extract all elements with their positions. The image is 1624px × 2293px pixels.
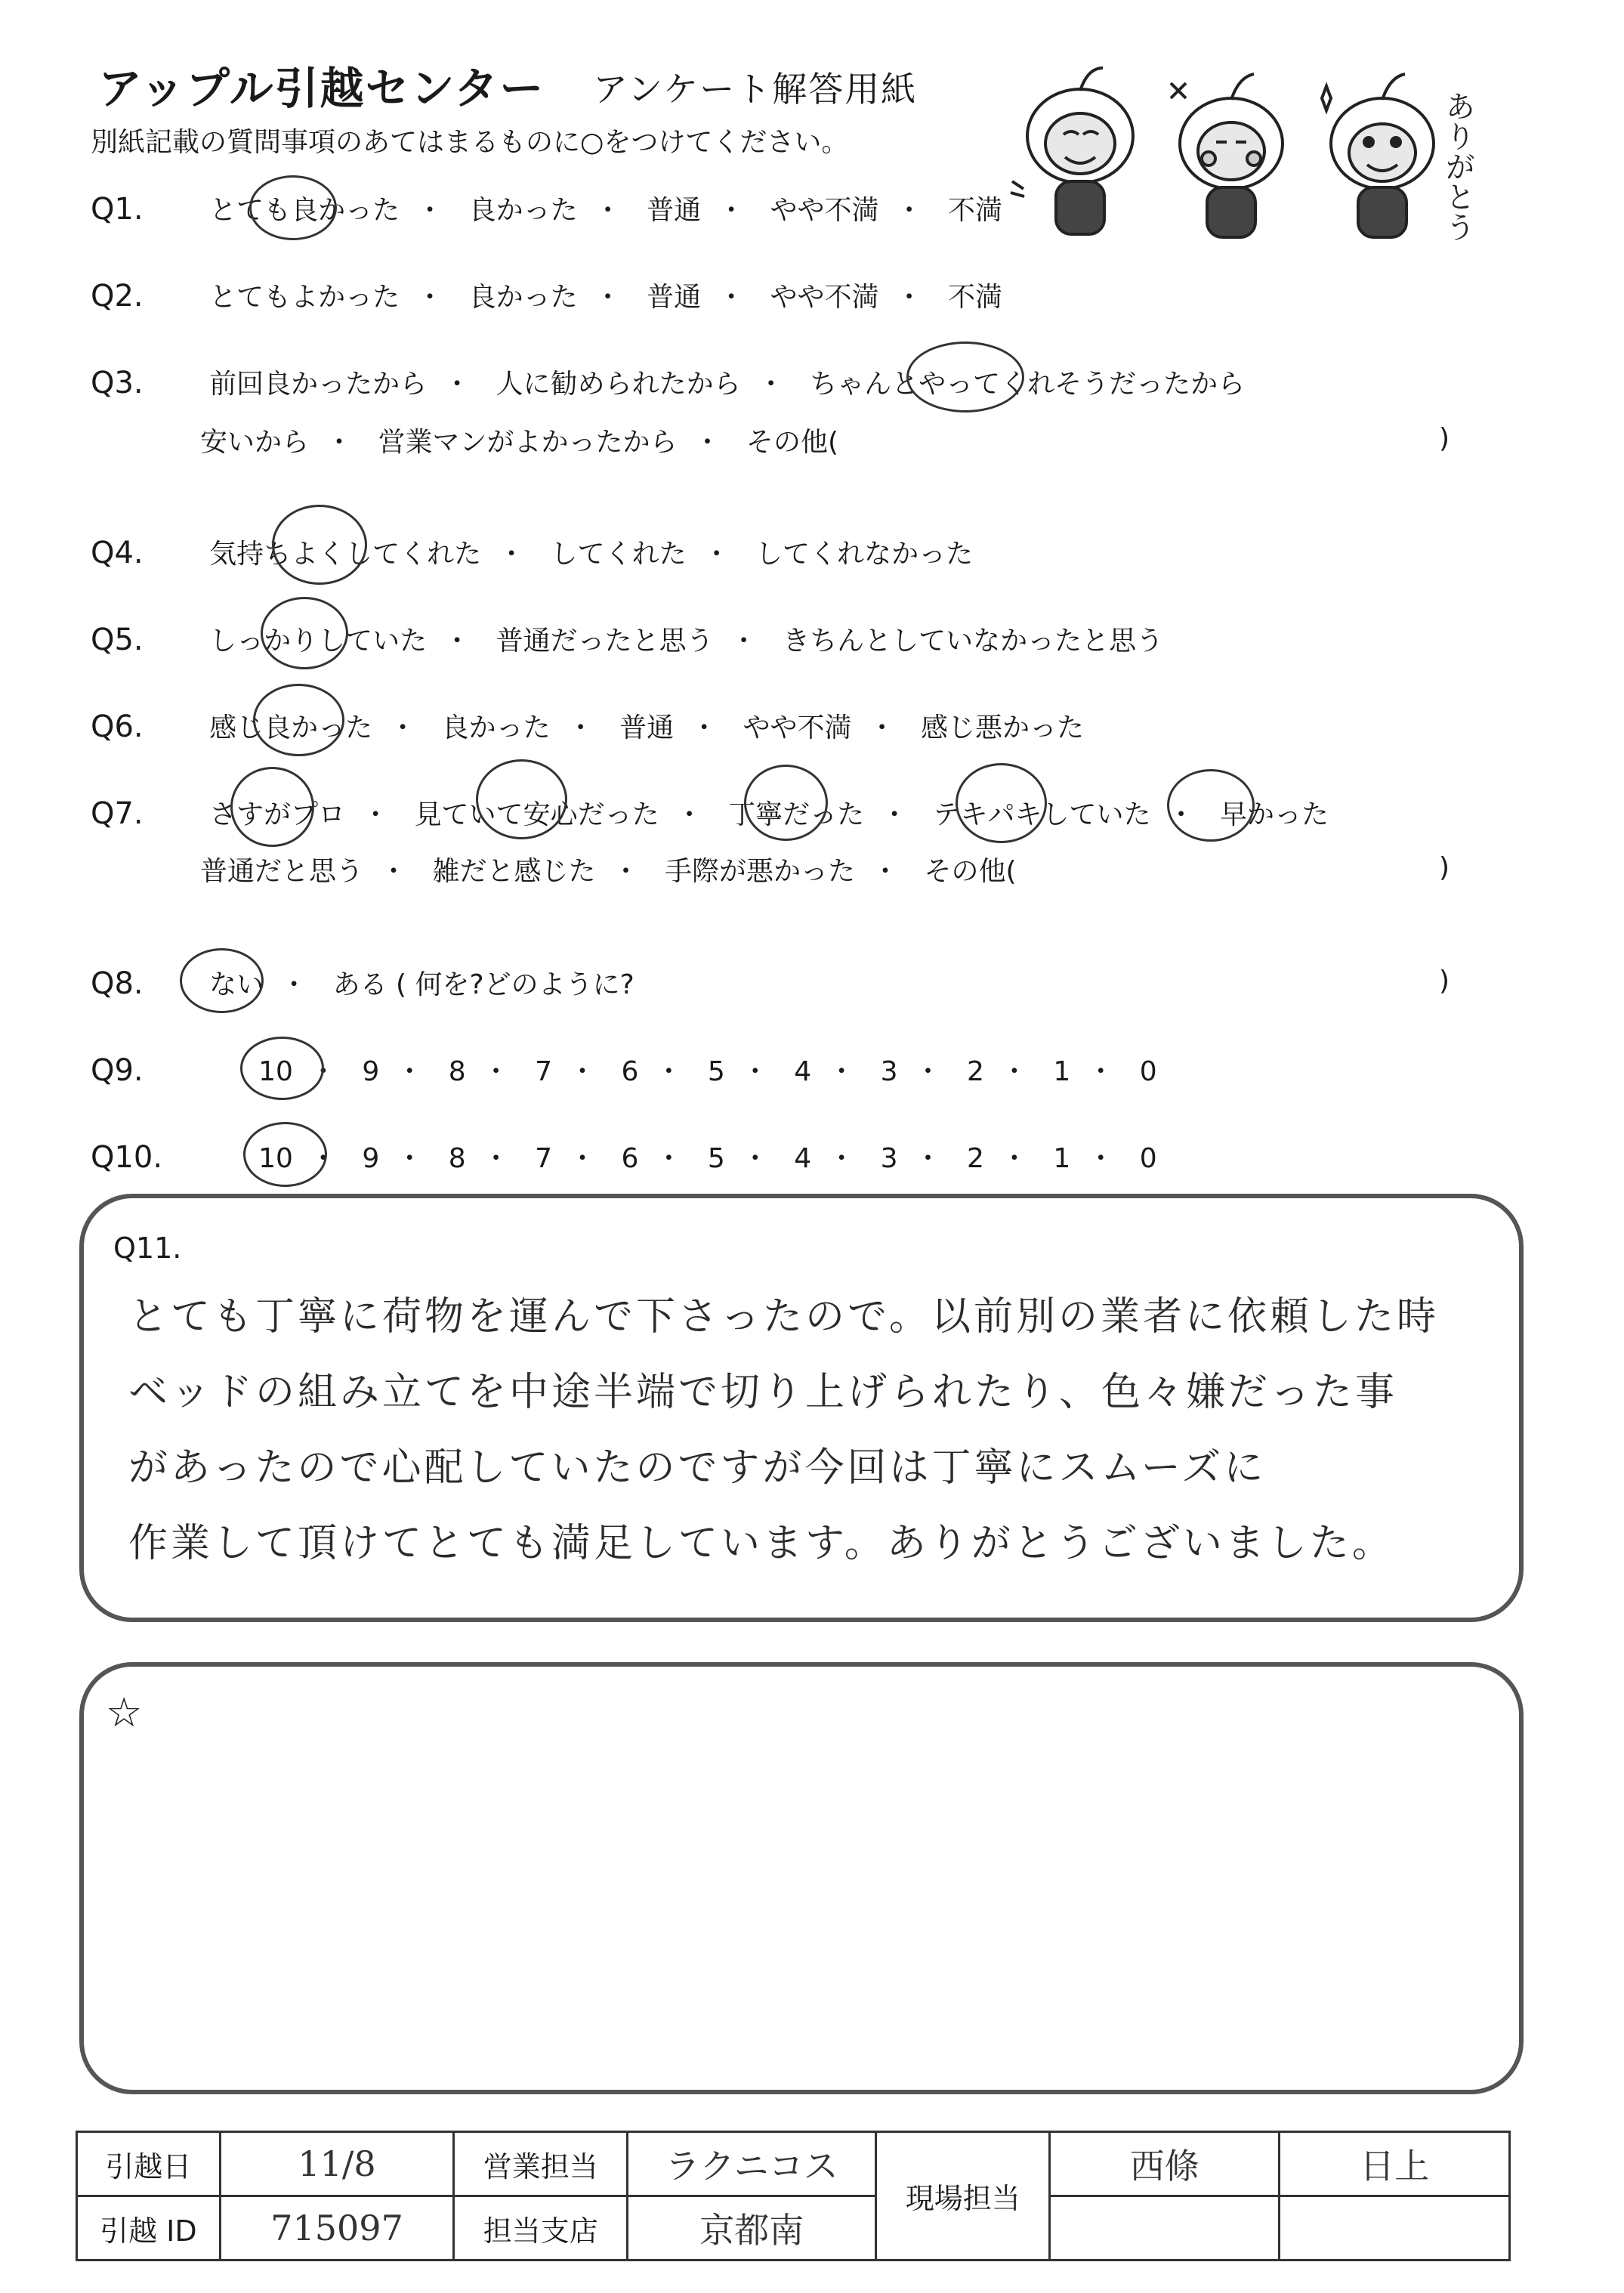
option[interactable]: 7 xyxy=(535,1056,553,1087)
option[interactable]: とても良かった xyxy=(209,195,400,226)
question-label: Q9. xyxy=(91,1053,144,1088)
option[interactable]: 2 xyxy=(967,1056,984,1087)
question-label: Q7. xyxy=(91,796,144,831)
q11-comment-line: があったので心配していたのですが今回は丁寧にスムーズに xyxy=(128,1445,1267,1491)
option[interactable]: やや不満 xyxy=(743,712,852,743)
option[interactable]: 6 xyxy=(621,1056,639,1087)
question-q7: Q7. さすがプロ ・ 見ていて安心だった ・ 丁寧だった ・ テキパキしていた ・ 早かった xyxy=(91,796,1329,831)
option[interactable]: 9 xyxy=(362,1056,380,1087)
question-label: Q8. xyxy=(91,966,144,1001)
question-label: Q1. xyxy=(91,192,144,227)
q11-comment-line: ベッドの組み立てを中途半端で切り上げられたり、色々嫌だった事 xyxy=(128,1370,1398,1415)
option[interactable]: 1 xyxy=(1053,1056,1071,1087)
option[interactable]: ない xyxy=(209,969,264,1000)
question-q3-line2: 安いから ・ 営業マンがよかったから ・ その他( xyxy=(200,427,839,458)
close-paren: ) xyxy=(1439,966,1450,997)
option[interactable]: 人に勧められたから xyxy=(496,369,741,400)
question-label: Q3. xyxy=(91,366,144,400)
option[interactable]: 3 xyxy=(880,1143,898,1174)
option[interactable]: その他( xyxy=(924,856,1017,887)
option[interactable]: 営業マンがよかったから xyxy=(378,427,678,458)
option[interactable]: 6 xyxy=(621,1143,639,1174)
question-q10: Q10. 10 ・ 9 ・ 8 ・ 7 ・ 6 ・ 5 ・ 4 ・ 3 ・ 2 ・ 1 ・ 0 xyxy=(91,1140,1157,1175)
question-q8: Q8. ない ・ ある ( 何を?どのように? xyxy=(91,966,634,1001)
answer-circle-mark xyxy=(261,597,348,669)
form-instruction: 別紙記載の質問事項のあてはまるものに○をつけてください。 xyxy=(91,127,849,158)
option[interactable]: しっかりしていた xyxy=(209,626,428,657)
question-q2: Q2. とてもよかった ・ 良かった ・ 普通 ・ やや不満 ・ 不満 xyxy=(91,279,1003,314)
question-label: Q5. xyxy=(91,623,144,657)
answer-circle-mark xyxy=(272,505,367,585)
option[interactable]: 2 xyxy=(967,1143,984,1174)
option[interactable]: 10 xyxy=(258,1056,293,1087)
monkey-mascots-illustration xyxy=(1005,53,1533,264)
option[interactable]: 感じ良かった xyxy=(209,712,373,743)
star-icon: ☆ xyxy=(106,1689,143,1736)
option[interactable]: 普通 xyxy=(647,195,702,226)
answer-circle-mark xyxy=(253,684,344,756)
option[interactable]: テキパキしていた xyxy=(933,799,1151,830)
option[interactable]: 普通だと思う xyxy=(200,856,364,887)
site-staff-value-2[interactable]: 日上 xyxy=(1280,2132,1510,2196)
question-label: Q6. xyxy=(91,709,144,744)
option[interactable]: 良かった xyxy=(468,282,578,313)
site-staff-value-1[interactable]: 西條 xyxy=(1050,2132,1280,2196)
question-q7-line2: 普通だと思う ・ 雑だと感じた ・ 手際が悪かった ・ その他( xyxy=(200,856,1017,887)
answer-circle-mark xyxy=(476,759,567,839)
option[interactable]: 感じ悪かった xyxy=(921,712,1085,743)
sales-rep-value[interactable]: ラクニコス xyxy=(628,2132,876,2196)
option[interactable]: 普通 xyxy=(619,712,675,743)
footer-info-table xyxy=(76,2131,1511,2261)
branch-label: 担当支店 xyxy=(454,2196,628,2261)
option[interactable]: 4 xyxy=(794,1143,812,1174)
option[interactable]: 良かった xyxy=(468,195,578,226)
q11-label: Q11. xyxy=(113,1231,182,1265)
close-paren: ) xyxy=(1439,423,1450,454)
answer-circle-mark xyxy=(744,765,828,841)
option[interactable]: 8 xyxy=(448,1056,466,1087)
question-q1: Q1. とても良かった ・ 良かった ・ 普通 ・ やや不満 ・ 不満 xyxy=(91,192,1003,227)
branch-value[interactable]: 京都南 xyxy=(628,2196,876,2261)
moving-date-value[interactable]: 11/8 xyxy=(220,2132,454,2196)
answer-circle-mark xyxy=(906,341,1024,413)
question-q3: Q3. 前回良かったから ・ 人に勧められたから ・ ちゃんとやってくれそうだったから xyxy=(91,366,1246,400)
question-q6: Q6. 感じ良かった ・ 良かった ・ 普通 ・ やや不満 ・ 感じ悪かった xyxy=(91,709,1085,744)
option[interactable]: 1 xyxy=(1053,1143,1071,1174)
question-label: Q4. xyxy=(91,536,144,570)
form-subtitle: アンケート解答用紙 xyxy=(593,69,918,110)
option[interactable]: 5 xyxy=(707,1143,725,1174)
option[interactable]: 9 xyxy=(362,1143,380,1174)
answer-circle-mark xyxy=(240,1037,324,1100)
star-notes-box xyxy=(79,1662,1524,2094)
option[interactable]: 見ていて安心だった xyxy=(414,799,659,830)
option[interactable]: さすがプロ xyxy=(209,799,346,830)
close-paren: ) xyxy=(1439,852,1450,883)
option[interactable]: 3 xyxy=(880,1056,898,1087)
option[interactable]: その他( xyxy=(746,427,839,458)
option[interactable]: 気持ちよくしてくれた xyxy=(209,539,482,570)
moving-id-label: 引越 ID xyxy=(77,2196,221,2261)
site-staff-value-3[interactable] xyxy=(1050,2196,1280,2261)
option[interactable]: ある ( 何を?どのように? xyxy=(332,969,634,1000)
option[interactable]: 普通 xyxy=(647,282,702,313)
option[interactable]: 普通だったと思う xyxy=(496,626,714,657)
sales-rep-label: 営業担当 xyxy=(454,2132,628,2196)
option[interactable]: 4 xyxy=(794,1056,812,1087)
option[interactable]: 不満 xyxy=(948,195,1003,226)
option[interactable]: 5 xyxy=(707,1056,725,1087)
moving-id-value[interactable]: 715097 xyxy=(220,2196,454,2261)
option[interactable]: 丁寧だった xyxy=(728,799,865,830)
question-label: Q2. xyxy=(91,279,144,314)
option[interactable]: きちんとしていなかったと思う xyxy=(783,626,1164,657)
site-staff-value-4[interactable] xyxy=(1280,2196,1510,2261)
option[interactable]: してくれた xyxy=(550,539,687,570)
option[interactable]: 雑だと感じた xyxy=(432,856,596,887)
option[interactable]: 10 xyxy=(258,1143,293,1174)
option[interactable]: 安いから xyxy=(200,427,310,458)
option[interactable]: やや不満 xyxy=(770,282,879,313)
answer-circle-mark xyxy=(1167,769,1255,842)
option[interactable]: 前回良かったから xyxy=(209,369,428,400)
option[interactable]: やや不満 xyxy=(770,195,879,226)
answer-circle-mark xyxy=(249,175,337,240)
option[interactable]: 8 xyxy=(448,1143,466,1174)
question-q9: Q9. 10 ・ 9 ・ 8 ・ 7 ・ 6 ・ 5 ・ 4 ・ 3 ・ 2 ・ 1 ・ 0 xyxy=(91,1053,1157,1088)
option[interactable]: 0 xyxy=(1139,1056,1157,1087)
q11-comment-line: 作業して頂けてとても満足しています。ありがとうございました。 xyxy=(128,1521,1394,1566)
option[interactable]: 0 xyxy=(1139,1143,1157,1174)
question-q4: Q4. 気持ちよくしてくれた ・ してくれた ・ してくれなかった xyxy=(91,536,974,570)
q11-comment-line: とても丁寧に荷物を運んで下さったので。以前別の業者に依頼した時 xyxy=(128,1294,1439,1340)
thanks-vertical-text: ありがとう xyxy=(1440,91,1475,242)
moving-date-label: 引越日 xyxy=(77,2132,221,2196)
option[interactable]: 手際が悪かった xyxy=(664,856,855,887)
answer-circle-mark xyxy=(230,767,314,847)
question-label: Q10. xyxy=(91,1140,163,1175)
option[interactable]: 不満 xyxy=(948,282,1003,313)
option[interactable]: 7 xyxy=(535,1143,553,1174)
question-q5: Q5. しっかりしていた ・ 普通だったと思う ・ きちんとしていなかったと思う xyxy=(91,623,1164,657)
answer-circle-mark xyxy=(243,1122,327,1187)
option[interactable]: してくれなかった xyxy=(755,539,974,570)
site-staff-label: 現場担当 xyxy=(876,2132,1050,2261)
answer-circle-mark xyxy=(180,948,264,1013)
option[interactable]: ちゃんとやってくれそうだったから xyxy=(810,369,1246,400)
form-title: アップル引越センター xyxy=(98,63,545,114)
answer-circle-mark xyxy=(956,763,1047,843)
option[interactable]: 良かった xyxy=(441,712,551,743)
option[interactable]: 早かった xyxy=(1220,799,1329,830)
option[interactable]: とてもよかった xyxy=(209,282,400,313)
